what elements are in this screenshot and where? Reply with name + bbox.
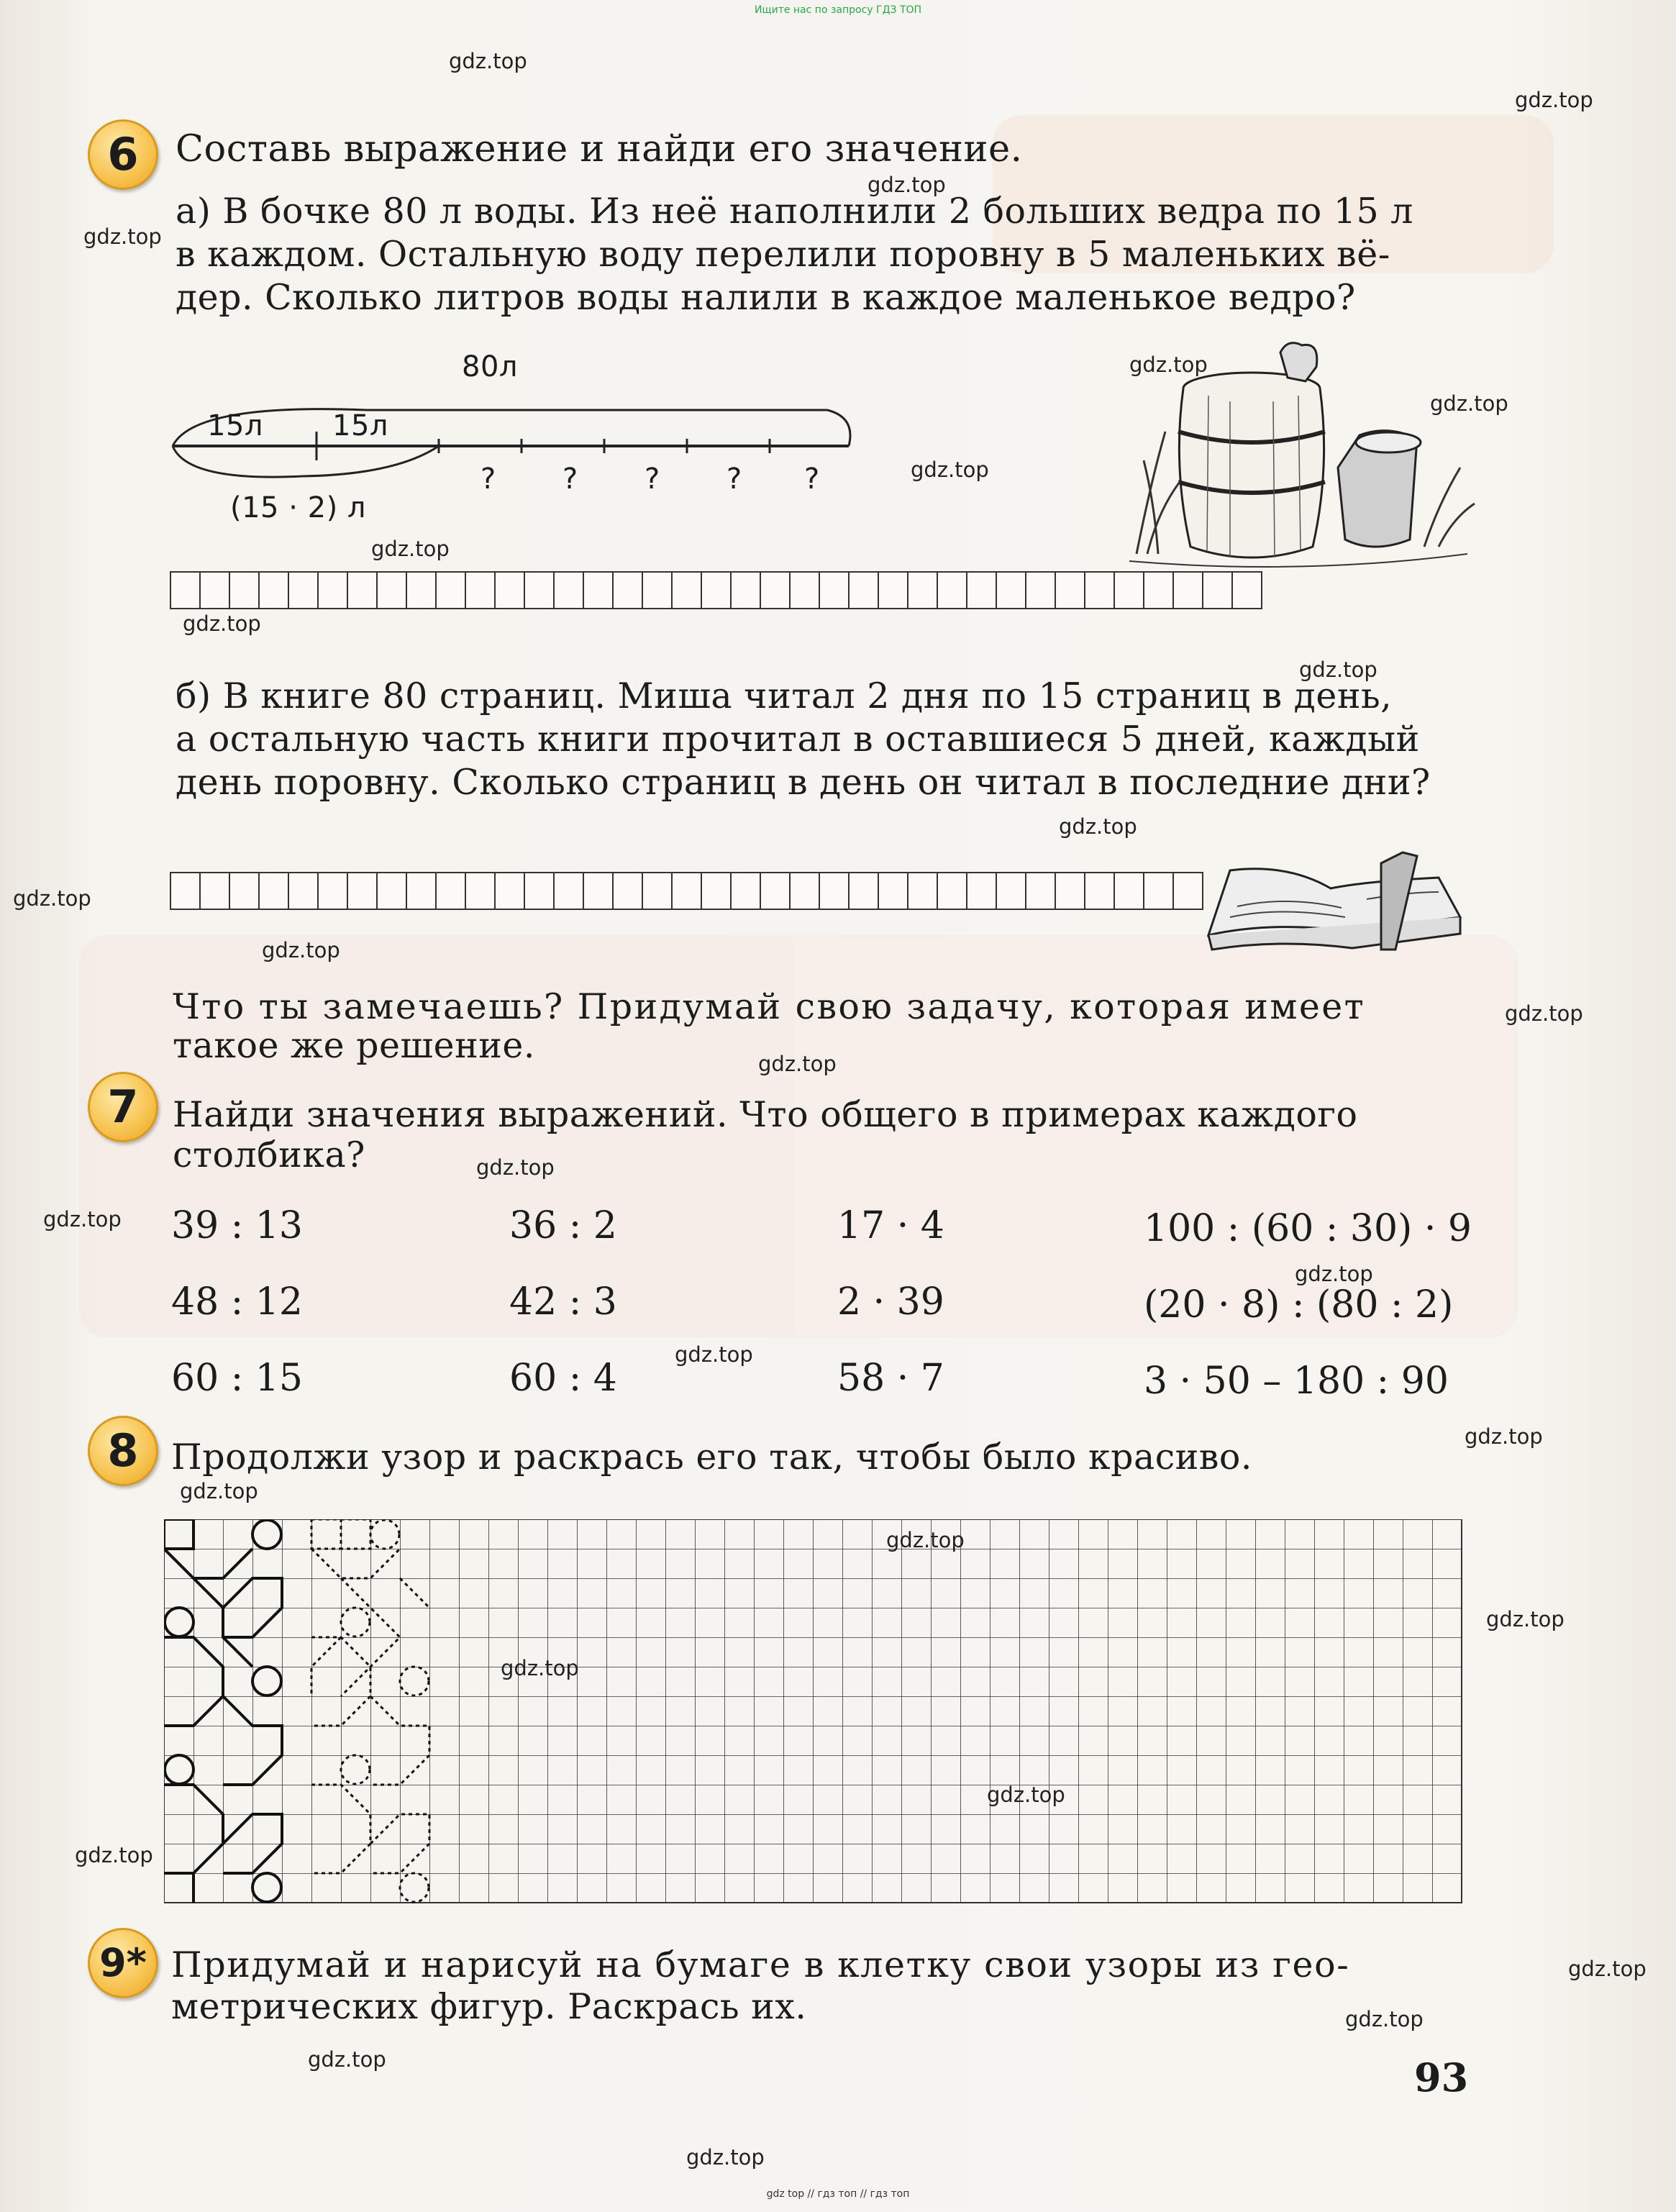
- diagram-total-label: 80л: [462, 350, 518, 383]
- task-7-badge: 7: [88, 1072, 158, 1142]
- task-6-badge: 6: [88, 119, 158, 190]
- task-6b-line-3: день поровну. Сколько страниц в день он читал в последние дни?: [176, 762, 1431, 803]
- task-6a-line-3: дер. Сколько литров воды налили в каждое маленькое ведро?: [176, 277, 1356, 318]
- expr-col4-row1: 100 : (60 : 30) · 9: [1144, 1207, 1472, 1250]
- watermark: gdz.top: [1129, 352, 1208, 377]
- watermark: gdz.top: [476, 1155, 555, 1180]
- answer-cell[interactable]: [819, 571, 850, 609]
- answer-cell[interactable]: [819, 872, 850, 910]
- answer-cell[interactable]: [1025, 872, 1056, 910]
- answer-cell[interactable]: [406, 571, 437, 609]
- task-8-badge: 8: [88, 1416, 158, 1486]
- watermark: gdz.top: [1465, 1424, 1543, 1449]
- answer-cell[interactable]: [583, 872, 614, 910]
- answer-cell[interactable]: [553, 571, 584, 609]
- answer-cell[interactable]: [760, 571, 791, 609]
- book-illustration: [1201, 849, 1475, 957]
- diagram-seg2-label: 15л: [332, 409, 388, 442]
- watermark: gdz.top: [1059, 814, 1137, 839]
- answer-cell[interactable]: [1143, 872, 1174, 910]
- answer-cell[interactable]: [229, 872, 260, 910]
- total-brace: [173, 409, 850, 446]
- watermark: gdz.top: [987, 1783, 1065, 1807]
- task-6b-line-1: б) В книге 80 страниц. Миша читал 2 дня по 15 страниц в день,: [176, 675, 1393, 716]
- expr-col4-row2: (20 · 8) : (80 : 2): [1144, 1283, 1454, 1326]
- task-7-title-line-2: столбика?: [173, 1134, 365, 1175]
- answer-cell[interactable]: [642, 571, 673, 609]
- answer-cell[interactable]: [642, 872, 673, 910]
- watermark: gdz.top: [1430, 391, 1508, 416]
- answer-cell[interactable]: [760, 872, 791, 910]
- answer-cell[interactable]: [996, 571, 1026, 609]
- answer-cell[interactable]: [524, 872, 555, 910]
- answer-cell[interactable]: [524, 571, 555, 609]
- answer-cell[interactable]: [1113, 571, 1144, 609]
- answer-cells-6b[interactable]: [170, 872, 1202, 910]
- bottom-brace: [173, 446, 439, 477]
- top-link[interactable]: Ищите нас по запросу ГДЗ ТОП: [754, 4, 922, 16]
- watermark: gdz.top: [1515, 88, 1593, 112]
- task-6a-line-1: а) В бочке 80 л воды. Из неё наполнили 2 больших ведра по 15 л: [176, 191, 1413, 232]
- expr-col3-row2: 2 · 39: [837, 1280, 944, 1324]
- watermark: gdz.top: [1505, 1001, 1583, 1026]
- answer-cell[interactable]: [730, 571, 761, 609]
- expr-col2-row1: 36 : 2: [509, 1204, 617, 1247]
- watermark: gdz.top: [308, 2047, 386, 2072]
- answer-cell[interactable]: [671, 571, 702, 609]
- expr-col4-row3: 3 · 50 – 180 : 90: [1144, 1360, 1449, 1403]
- answer-cell[interactable]: [258, 571, 289, 609]
- answer-cell[interactable]: [996, 872, 1026, 910]
- answer-cell[interactable]: [583, 571, 614, 609]
- answer-cell[interactable]: [701, 571, 732, 609]
- expr-col1-row2: 48 : 12: [171, 1280, 303, 1324]
- answer-cells-6a[interactable]: [170, 571, 1261, 609]
- grid-paper: [164, 1519, 1462, 1903]
- answer-cell[interactable]: [701, 872, 732, 910]
- watermark: gdz.top: [449, 49, 527, 73]
- watermark: gdz.top: [1486, 1607, 1565, 1631]
- task-9-line-2: метрических фигур. Раскрась их.: [171, 1986, 807, 2027]
- answer-cell[interactable]: [258, 872, 289, 910]
- answer-cell[interactable]: [317, 872, 348, 910]
- expr-col1-row3: 60 : 15: [171, 1357, 303, 1400]
- answer-cell[interactable]: [1143, 571, 1174, 609]
- answer-cell[interactable]: [376, 571, 407, 609]
- task-6a-line-2: в каждом. Остальную воду перелили поровну в 5 маленьких вё-: [176, 234, 1390, 275]
- watermark: gdz.top: [675, 1342, 753, 1367]
- answer-cell[interactable]: [612, 872, 643, 910]
- answer-cell[interactable]: [435, 872, 466, 910]
- watermark: gdz.top: [1295, 1262, 1373, 1286]
- answer-cell[interactable]: [288, 872, 319, 910]
- task-6b-line-2: а остальную часть книги прочитал в оставшиеся 5 дней, каждый: [176, 719, 1420, 760]
- answer-cell[interactable]: [789, 571, 820, 609]
- answer-cell[interactable]: [347, 571, 378, 609]
- answer-cell[interactable]: [612, 571, 643, 609]
- answer-cell[interactable]: [553, 872, 584, 910]
- page-number: 93: [1414, 2054, 1469, 2101]
- watermark: gdz.top: [886, 1528, 965, 1552]
- diagram-question-5: ?: [804, 463, 820, 496]
- watermark: gdz.top: [371, 537, 450, 561]
- pattern-grid[interactable]: [164, 1519, 1480, 1908]
- task-7-title-line-1: Найди значения выражений. Что общего в примерах каждого: [173, 1094, 1358, 1135]
- watermark: gdz.top: [501, 1656, 579, 1680]
- answer-cell[interactable]: [229, 571, 260, 609]
- watermark: gdz.top: [1345, 2007, 1424, 2031]
- expr-col3-row1: 17 · 4: [837, 1204, 944, 1247]
- diagram-question-2: ?: [563, 463, 578, 496]
- expr-col2-row2: 42 : 3: [509, 1280, 617, 1324]
- answer-cell[interactable]: [317, 571, 348, 609]
- watermark: gdz.top: [183, 611, 261, 636]
- answer-cell[interactable]: [170, 571, 201, 609]
- watermark: gdz.top: [911, 458, 989, 482]
- task-6-title: Составь выражение и найди его значение.: [176, 128, 1023, 170]
- watermark: gdz.top: [13, 886, 91, 911]
- watermark: gdz.top: [758, 1052, 837, 1076]
- answer-cell[interactable]: [199, 571, 230, 609]
- answer-cell[interactable]: [966, 872, 997, 910]
- answer-cell[interactable]: [878, 571, 908, 609]
- answer-cell[interactable]: [848, 571, 879, 609]
- answer-cell[interactable]: [170, 872, 201, 910]
- expr-col1-row1: 39 : 13: [171, 1204, 303, 1247]
- watermark: gdz.top: [83, 224, 162, 249]
- answer-cell[interactable]: [406, 872, 437, 910]
- answer-cell[interactable]: [1084, 571, 1115, 609]
- answer-cell[interactable]: [966, 571, 997, 609]
- answer-cell[interactable]: [199, 872, 230, 910]
- answer-cell[interactable]: [789, 872, 820, 910]
- watermark: gdz.top: [867, 173, 946, 197]
- watermark: gdz.top: [262, 938, 340, 962]
- answer-cell[interactable]: [878, 872, 908, 910]
- answer-cell[interactable]: [465, 872, 496, 910]
- watermark: gdz.top: [75, 1843, 153, 1867]
- task-6-question-line-2: такое же решение.: [173, 1025, 535, 1066]
- answer-cell[interactable]: [1172, 872, 1203, 910]
- answer-cell[interactable]: [1202, 571, 1233, 609]
- diagram-question-1: ?: [481, 463, 496, 496]
- answer-cell[interactable]: [1025, 571, 1056, 609]
- answer-cell[interactable]: [848, 872, 879, 910]
- answer-cell[interactable]: [347, 872, 378, 910]
- task-9-badge: 9*: [88, 1928, 158, 1998]
- task-6-question-line-1: Что ты замечаешь? Придумай свою задачу, которая имеет: [173, 986, 1366, 1027]
- diagram-question-3: ?: [645, 463, 660, 496]
- watermark: gdz.top: [180, 1479, 258, 1503]
- answer-cell[interactable]: [907, 571, 938, 609]
- answer-cell[interactable]: [494, 872, 525, 910]
- answer-cell[interactable]: [1055, 872, 1085, 910]
- expr-col2-row3: 60 : 4: [509, 1357, 617, 1400]
- watermark: gdz.top: [1568, 1957, 1647, 1981]
- answer-cell[interactable]: [494, 571, 525, 609]
- answer-cell[interactable]: [1231, 571, 1262, 609]
- answer-cell[interactable]: [1113, 872, 1144, 910]
- task-9-line-1: Придумай и нарисуй на бумаге в клетку свои узоры из гео-: [171, 1944, 1350, 1985]
- answer-cell[interactable]: [907, 872, 938, 910]
- answer-cell[interactable]: [1055, 571, 1085, 609]
- bottom-link[interactable]: gdz top // гдз топ // гдз топ: [766, 2188, 910, 2200]
- watermark: gdz.top: [686, 2145, 765, 2170]
- task-8-title: Продолжи узор и раскрась его так, чтобы было красиво.: [171, 1437, 1252, 1478]
- answer-cell[interactable]: [1172, 571, 1203, 609]
- diagram-seg1-label: 15л: [207, 409, 263, 442]
- answer-cell[interactable]: [465, 571, 496, 609]
- diagram-question-4: ?: [727, 463, 742, 496]
- answer-cell[interactable]: [937, 872, 967, 910]
- watermark: gdz.top: [43, 1207, 122, 1232]
- answer-cell[interactable]: [671, 872, 702, 910]
- answer-cell[interactable]: [288, 571, 319, 609]
- answer-cell[interactable]: [435, 571, 466, 609]
- answer-cell[interactable]: [376, 872, 407, 910]
- expr-col3-row3: 58 · 7: [837, 1357, 944, 1400]
- watermark: gdz.top: [1299, 657, 1377, 682]
- answer-cell[interactable]: [937, 571, 967, 609]
- diagram-bracket-label: (15 · 2) л: [230, 491, 366, 524]
- answer-cell[interactable]: [730, 872, 761, 910]
- answer-cell[interactable]: [1084, 872, 1115, 910]
